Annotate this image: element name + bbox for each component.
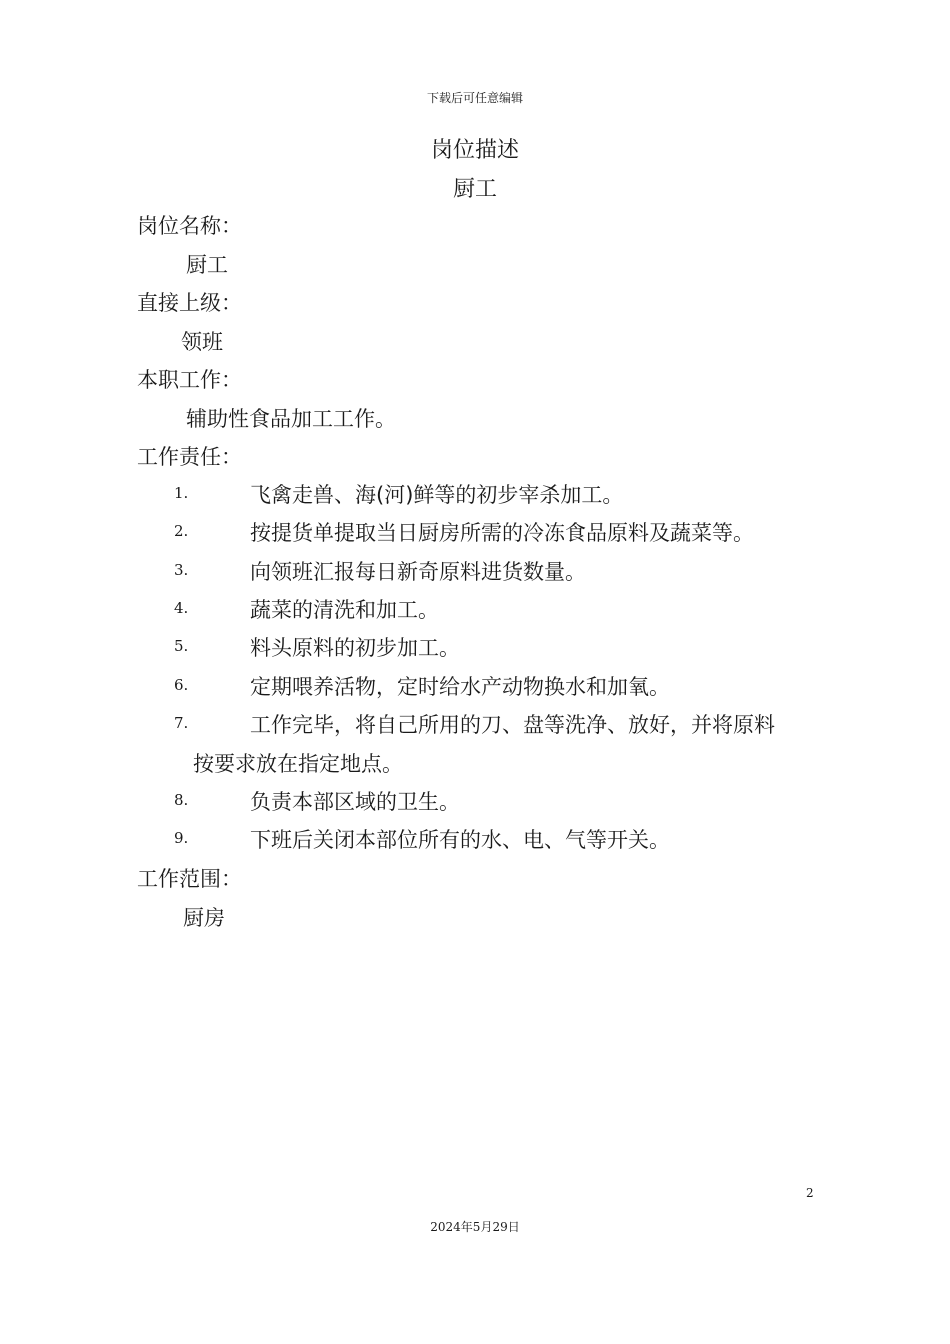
footer-date: 2024年5月29日	[430, 1220, 520, 1234]
core-work-value: 辅助性食品加工工作。	[186, 407, 396, 431]
document-subtitle: 厨工	[452, 177, 497, 202]
work-scope-value: 厨房	[183, 906, 225, 930]
responsibility-text: 工作完毕，将自己所用的刀、盘等洗净、放好，并将原料	[250, 713, 775, 737]
direct-superior-value: 领班	[181, 330, 223, 354]
responsibility-text: 定期喂养活物，定时给水产动物换水和加氧。	[250, 675, 670, 699]
document-title: 岗位描述	[430, 138, 519, 163]
core-work-label: 本职工作：	[137, 368, 242, 392]
responsibility-number: 1.	[174, 484, 189, 502]
responsibility-text: 按提货单提取当日厨房所需的冷冻食品原料及蔬菜等。	[250, 521, 754, 545]
responsibility-text: 蔬菜的清洗和加工。	[250, 598, 439, 622]
responsibility-number: 2.	[174, 522, 189, 540]
responsibility-text: 料头原料的初步加工。	[250, 636, 460, 660]
work-scope-label: 工作范围：	[137, 867, 242, 891]
position-name-label: 岗位名称：	[137, 214, 242, 238]
position-name-value: 厨工	[186, 253, 228, 277]
direct-superior-label: 直接上级：	[137, 291, 242, 315]
responsibilities-label: 工作责任：	[137, 445, 242, 469]
responsibility-number: 9.	[174, 829, 189, 847]
responsibility-number: 5.	[174, 637, 189, 655]
responsibility-number: 6.	[174, 676, 189, 694]
responsibility-number: 4.	[174, 599, 189, 617]
responsibility-text: 下班后关闭本部位所有的水、电、气等开关。	[250, 828, 670, 852]
responsibility-number: 8.	[174, 791, 189, 809]
page-number: 2	[806, 1186, 814, 1200]
responsibility-number: 3.	[174, 561, 189, 579]
header-note: 下载后可任意编辑	[426, 91, 523, 105]
responsibility-continuation: 按要求放在指定地点。	[193, 752, 403, 776]
responsibility-number: 7.	[174, 714, 189, 732]
responsibility-text: 飞禽走兽、海(河)鲜等的初步宰杀加工。	[250, 483, 624, 507]
responsibility-text: 向领班汇报每日新奇原料进货数量。	[250, 560, 586, 584]
responsibility-text: 负责本部区域的卫生。	[250, 790, 460, 814]
